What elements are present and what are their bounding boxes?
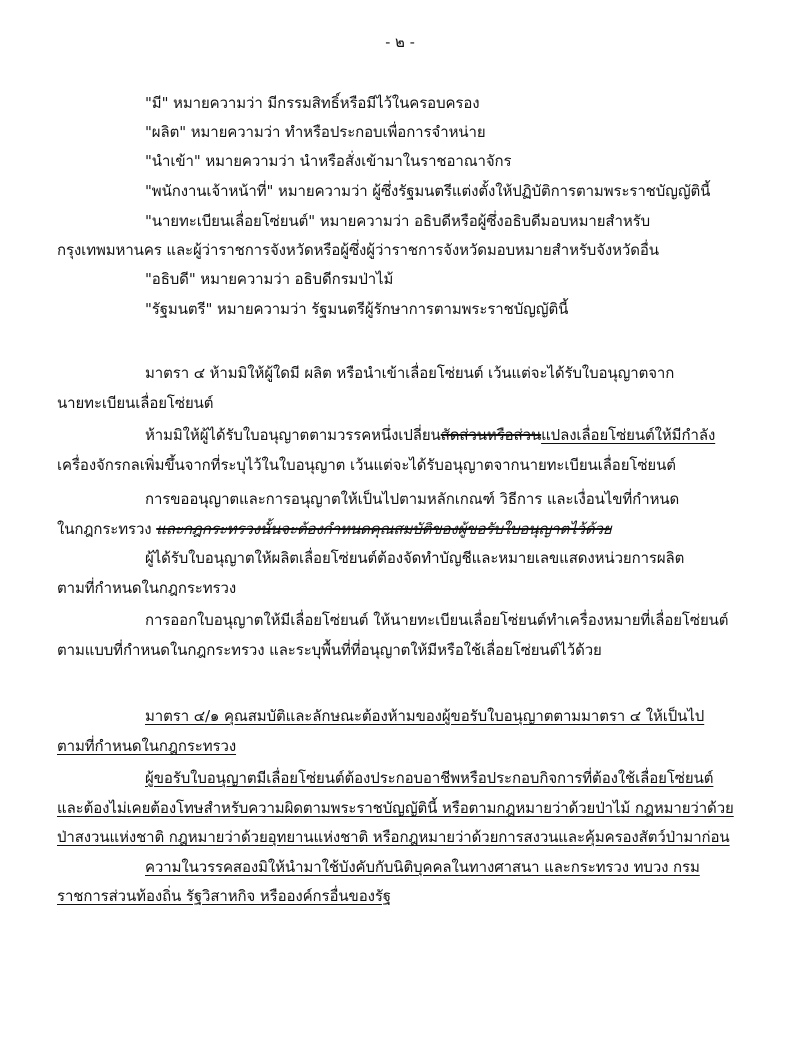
definition-registrar-cont: กรุงเทพมหานคร และผู้ว่าราชการจังหวัดหรือผู้ซึ่งผู้ว่าราชการจังหวัดมอบหมายสำหรับจังหวัดอื่น (57, 241, 659, 259)
section-4-1-para2-line1: ผู้ขอรับใบอนุญาตมีเลื่อยโซ่ยนต์ต้องประกอบอาชีพหรือประกอบกิจการที่ต้องใช้เลื่อยโซ่ยนต์ (145, 769, 714, 787)
section-4-1-para3-line2: ราชการส่วนท้องถิ่น รัฐวิสาหกิจ หรือองค์กรอื่นของรัฐ (57, 887, 391, 905)
definition-import: "นำเข้า" หมายความว่า นำหรือสั่งเข้ามาในราชอาณาจักร (145, 152, 512, 170)
definition-registrar: "นายทะเบียนเลื่อยโซ่ยนต์" หมายความว่า อธิบดีหรือผู้ซึ่งอธิบดีมอบหมายสำหรับ (145, 212, 651, 230)
section-4-para5-line1: การออกใบอนุญาตให้มีเลื่อยโซ่ยนต์ ให้นายทะเบียนเลื่อยโซ่ยนต์ทำเครื่องหมายที่เลื่อยโซ่ยนต์ (145, 611, 729, 629)
section-4-1-line1: มาตรา ๔/๑ คุณสมบัติและลักษณะต้องห้ามของผู้ขอรับใบอนุญาตตามมาตรา ๔ ให้เป็นไป (145, 707, 705, 725)
section-4-para2-struck-text: สัดส่วนหรือส่วน (440, 426, 542, 444)
section-4-para4-line2: ตามที่กำหนดในกฎกระทรวง (57, 579, 237, 597)
section-4-1-para2-line3: ป่าสงวนแห่งชาติ กฎหมายว่าด้วยอุทยานแห่งชาติ หรือกฎหมายว่าด้วยการสงวนและคุ้มครองสัตว์ป่ามาก่อน (57, 828, 730, 846)
section-4-para3-text-a: ในกฎกระทรวง (57, 520, 152, 538)
section-4-para2-line2: เครื่องจักรกลเพิ่มขึ้นจากที่ระบุไว้ในใบอนุญาต เว้นแต่จะได้รับอนุญาตจากนายทะเบียนเลื่อยโซ่ยนต์ (57, 456, 676, 474)
section-4-para3-line1: การขออนุญาตและการอนุญาตให้เป็นไปตามหลักเกณฑ์ วิธีการ และเงื่อนไขที่กำหนด (145, 490, 680, 508)
section-4-para2-line1 (145, 424, 715, 446)
section-4-para4-line1: ผู้ได้รับใบอนุญาตให้ผลิตเลื่อยโซ่ยนต์ต้องจัดทำบัญชีและหมายเลขแสดงหน่วยการผลิต (145, 549, 685, 567)
definition-have: "มี" หมายความว่า มีกรรมสิทธิ์หรือมีไว้ในครอบครอง (145, 94, 480, 112)
definition-official: "พนักงานเจ้าหน้าที่" หมายความว่า ผู้ซึ่งรัฐมนตรีแต่งตั้งให้ปฏิบัติการตามพระราชบัญญัตินี้ (145, 182, 711, 200)
section-4-para3-line2 (57, 518, 612, 540)
section-4-para2-text-a: ห้ามมิให้ผู้ได้รับใบอนุญาตตามวรรคหนึ่งเปลี่ยน (145, 426, 441, 444)
section-4-para5-line2: ตามแบบที่กำหนดในกฎกระทรวง และระบุพื้นที่ที่อนุญาตให้มีหรือใช้เลื่อยโซ่ยนต์ไว้ด้วย (57, 641, 602, 659)
definition-produce: "ผลิต" หมายความว่า ทำหรือประกอบเพื่อการจำหน่าย (145, 123, 486, 141)
section-4-para2-amended-text: แปลงเลื่อยโซ่ยนต์ให้มีกำลัง (541, 426, 716, 444)
section-4-1-para3-line1: ความในวรรคสองมิให้นำมาใช้บังคับกับนิติบุคคลในทางศาสนา และกระทรวง ทบวง กรม (145, 858, 700, 876)
definition-director-general: "อธิบดี" หมายความว่า อธิบดีกรมป่าไม้ (145, 270, 394, 288)
section-4-1-para2-line2: และต้องไม่เคยต้องโทษสำหรับความผิดตามพระราชบัญญัตินี้ หรือตามกฎหมายว่าด้วยป่าไม้ กฎหมายว่าด้วย (57, 799, 734, 817)
section-4-line1: มาตรา ๔ ห้ามมิให้ผู้ใดมี ผลิต หรือนำเข้าเลื่อยโซ่ยนต์ เว้นแต่จะได้รับใบอนุญาตจาก (145, 364, 675, 382)
definition-minister: "รัฐมนตรี" หมายความว่า รัฐมนตรีผู้รักษาการตามพระราชบัญญัตินี้ (145, 300, 569, 318)
section-4-1-line2: ตามที่กำหนดในกฎกระทรวง (57, 737, 237, 755)
section-4-para3-struck-text: และกฎกระทรวงนั้นจะต้องกำหนดคุณสมบัติของผู้ขอรับใบอนุญาตไว้ด้วย (156, 520, 612, 538)
page-number: - ๒ - (385, 33, 415, 51)
section-4-line2: นายทะเบียนเลื่อยโซ่ยนต์ (57, 394, 214, 412)
